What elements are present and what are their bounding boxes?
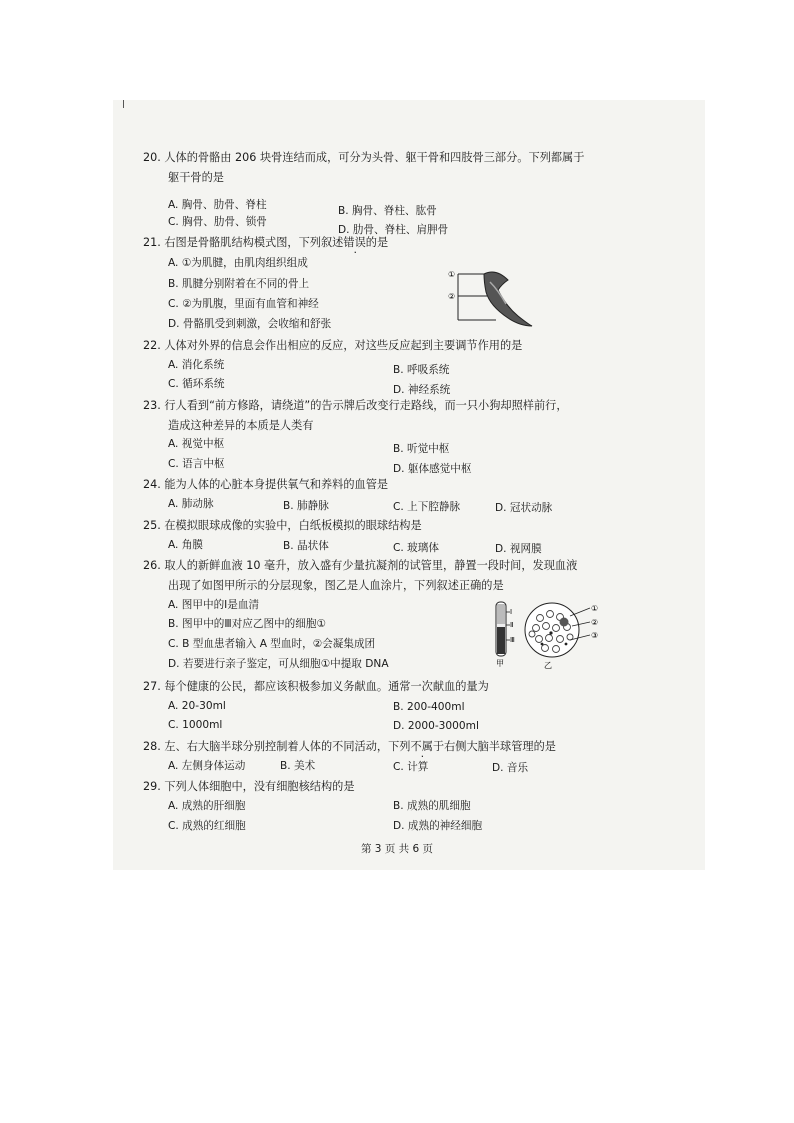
- question-20-option-b: B. 胸骨、脊柱、肱骨: [338, 205, 437, 217]
- question-29-option-a: A. 成熟的肝细胞: [168, 800, 246, 812]
- question-28-option-c: C. 计算: [393, 761, 429, 773]
- question-24-stem: 24. 能为人体的心脏本身提供氧气和养料的血管是: [143, 478, 389, 491]
- question-26-option-a: A. 图甲中的Ⅰ是血清: [168, 599, 260, 611]
- question-20-stem: 20. 人体的骨骼由 206 块骨连结而成，可分为头骨、躯干骨和四肢骨三部分。下列都属于: [143, 151, 585, 164]
- question-27-option-d: D. 2000-3000ml: [393, 720, 479, 732]
- question-21-option-d: D. 骨骼肌受到刺激，会收缩和舒张: [168, 318, 332, 330]
- question-26-stem: 26. 取人的新鲜血液 10 毫升，放入盛有少量抗凝剂的试管里，静置一段时间，发现血液: [143, 559, 578, 572]
- layer-label-3: Ⅲ: [510, 636, 515, 644]
- cell-label-3: ③: [591, 631, 599, 640]
- question-26-option-d: D. 若要进行亲子鉴定，可从细胞①中提取 DNA: [168, 658, 389, 670]
- question-20-option-d: D. 肋骨、脊柱、肩胛骨: [338, 224, 449, 236]
- question-22-option-d: D. 神经系统: [393, 384, 451, 396]
- question-25-option-d: D. 视网膜: [495, 543, 542, 555]
- question-27-stem: 27. 每个健康的公民，都应该积极参加义务献血。通常一次献血的量为: [143, 680, 489, 693]
- emphasis-mark: 不属: [410, 740, 433, 753]
- question-23-option-a: A. 视觉中枢: [168, 438, 225, 450]
- question-29-stem: 29. 下列人体细胞中，没有细胞核结构的是: [143, 780, 355, 793]
- question-25-option-c: C. 玻璃体: [393, 542, 439, 554]
- emphasis-mark: 错误: [343, 236, 366, 249]
- question-23-option-d: D. 躯体感觉中枢: [393, 463, 472, 475]
- question-20-option-c: C. 胸骨、肋骨、锁骨: [168, 216, 267, 228]
- question-28-option-b: B. 美术: [280, 760, 316, 772]
- question-27-option-b: B. 200-400ml: [393, 701, 465, 713]
- question-29-option-d: D. 成熟的神经细胞: [393, 820, 483, 832]
- layer-label-2: Ⅱ: [510, 621, 514, 629]
- question-28-option-d: D. 音乐: [492, 762, 529, 774]
- question-29-option-c: C. 成熟的红细胞: [168, 820, 246, 832]
- question-26-option-c: C. B 型血患者输入 A 型血时，②会凝集成团: [168, 638, 376, 650]
- figure-label-2: ②: [448, 292, 456, 301]
- question-21-option-a: A. ①为肌腱，由肌肉组织组成: [168, 257, 308, 269]
- question-26-option-b: B. 图甲中的Ⅲ对应乙图中的细胞①: [168, 618, 326, 630]
- question-25-option-b: B. 晶状体: [283, 540, 329, 552]
- question-23-option-b: B. 听觉中枢: [393, 443, 450, 455]
- question-22-option-a: A. 消化系统: [168, 359, 225, 371]
- question-28-stem: 28. 左、右大脑半球分别控制着人体的不同活动，下列不属于右侧大脑半球管理的是: [143, 740, 556, 753]
- question-26-stem-line2: 出现了如图甲所示的分层现象，图乙是人血涂片，下列叙述正确的是: [168, 579, 504, 592]
- question-24-option-a: A. 肺动脉: [168, 498, 214, 510]
- figure-label-1: ①: [448, 270, 456, 279]
- question-25-stem: 25. 在模拟眼球成像的实验中，白纸板模拟的眼球结构是: [143, 519, 422, 532]
- blood-figure: [490, 600, 606, 670]
- question-23-option-c: C. 语言中枢: [168, 458, 225, 470]
- question-21-option-c: C. ②为肌腹，里面有血管和神经: [168, 298, 319, 310]
- cell-label-2: ②: [591, 618, 599, 627]
- question-23-stem: 23. 行人看到“前方修路，请绕道”的告示牌后改变行走路线，而一只小狗却照样前行，: [143, 399, 568, 412]
- question-21-option-b: B. 肌腱分别附着在不同的骨上: [168, 278, 310, 290]
- question-23-stem-line2: 造成这种差异的本质是人类有: [168, 419, 314, 432]
- question-22-option-b: B. 呼吸系统: [393, 364, 450, 376]
- question-25-option-a: A. 角膜: [168, 539, 203, 551]
- cell-label-1: ①: [591, 604, 599, 613]
- question-27-option-c: C. 1000ml: [168, 719, 223, 731]
- question-22-option-c: C. 循环系统: [168, 378, 225, 390]
- figure-jia-label: 甲: [496, 659, 504, 668]
- figure-yi-label: 乙: [544, 661, 552, 670]
- page-number-footer: 第 3 页 共 6 页: [360, 843, 434, 855]
- question-24-option-b: B. 肺静脉: [283, 500, 329, 512]
- question-24-option-c: C. 上下腔静脉: [393, 501, 461, 513]
- scan-mark: [123, 100, 124, 108]
- question-20-stem-line2: 躯干骨的是: [168, 171, 224, 184]
- question-24-option-d: D. 冠状动脉: [495, 502, 553, 514]
- question-20-option-a: A. 胸骨、肋骨、脊柱: [168, 199, 267, 211]
- question-28-option-a: A. 左侧身体运动: [168, 760, 246, 772]
- question-27-option-a: A. 20-30ml: [168, 700, 226, 712]
- skeletal-muscle-figure: [446, 266, 538, 330]
- layer-label-1: Ⅰ: [510, 608, 513, 616]
- question-29-option-b: B. 成熟的肌细胞: [393, 800, 471, 812]
- question-22-stem: 22. 人体对外界的信息会作出相应的反应，对这些反应起到主要调节作用的是: [143, 339, 523, 352]
- question-21-stem: 21. 右图是骨骼肌结构模式图，下列叙述错误的是: [143, 236, 389, 249]
